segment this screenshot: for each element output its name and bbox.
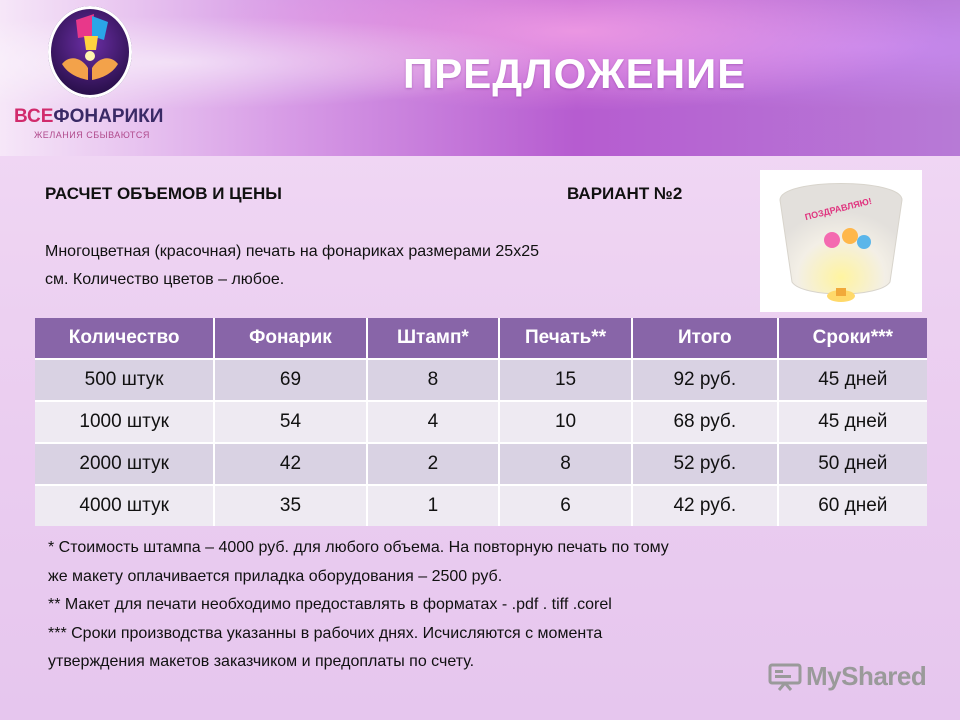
hands-lantern-icon — [48, 6, 132, 98]
footnote-line: же макету оплачивается приладка оборудования – 2500 руб. — [48, 567, 503, 585]
footnote-line: *** Сроки производства указанны в рабочих днях. Исчисляются с момента — [48, 624, 603, 642]
table-row — [35, 443, 927, 485]
variant-heading: ВАРИАНТ №2 — [567, 184, 683, 203]
table-cell: 6 — [499, 485, 632, 526]
column-header-terms: Сроки*** — [778, 318, 927, 359]
brand-name: ВСЕФОНАРИКИ — [14, 106, 164, 127]
offer-description — [45, 238, 745, 294]
table-cell: 52 руб. — [632, 443, 778, 485]
table-row — [35, 359, 927, 401]
myshared-watermark[interactable] — [768, 656, 926, 696]
table-cell: 10 — [499, 401, 632, 443]
table-cell: 45 дней — [778, 359, 927, 401]
table-cell: 8 — [499, 443, 632, 485]
table-cell: 60 дней — [778, 485, 927, 526]
column-header-total: Итого — [632, 318, 778, 359]
table-row — [35, 485, 927, 526]
table-cell: 35 — [214, 485, 366, 526]
table-cell: 54 — [214, 401, 366, 443]
column-header-print: Печать** — [499, 318, 632, 359]
footnote-line: * Стоимость штампа – 4000 руб. для любого объема. На повторную печать по тому — [48, 539, 669, 556]
section-heading: РАСЧЕТ ОБЪЕМОВ И ЦЕНЫ — [45, 184, 282, 203]
table-cell: 92 руб. — [632, 359, 778, 401]
table-cell: 42 — [214, 443, 366, 485]
table-cell: 2000 штук — [35, 443, 214, 485]
description-line: см. Количество цветов – любое. — [45, 271, 285, 288]
table-header-row — [35, 318, 927, 359]
table-cell: 4000 штук — [35, 485, 214, 526]
logo-emblem — [48, 6, 132, 98]
lantern-caption: ПОЗДРАВЛЯЮ! — [803, 195, 873, 223]
price-table — [35, 318, 927, 526]
brand-slogan: ЖЕЛАНИЯ СБЫВАЮТСЯ — [34, 130, 150, 140]
column-header-lantern: Фонарик — [214, 318, 366, 359]
description-line: Многоцветная (красочная) печать на фонариках размерами 25х25 — [45, 243, 539, 260]
table-cell: 45 дней — [778, 401, 927, 443]
lantern-photo — [760, 170, 922, 312]
table-cell: 1 — [367, 485, 500, 526]
table-cell: 69 — [214, 359, 366, 401]
watermark-text: MyShared — [806, 660, 927, 691]
sky-lantern-icon — [760, 170, 922, 312]
table-cell: 8 — [367, 359, 500, 401]
table-row — [35, 401, 927, 443]
table-cell: 4 — [367, 401, 500, 443]
table-cell: 50 дней — [778, 443, 927, 485]
header-banner — [0, 0, 960, 156]
brand-logo[interactable] — [8, 2, 178, 152]
page-title: ПРЕДЛОЖЕНИЕ — [403, 50, 747, 97]
table-cell: 2 — [367, 443, 500, 485]
column-header-stamp: Штамп* — [367, 318, 500, 359]
column-header-quantity: Количество — [35, 318, 214, 359]
table-cell: 1000 штук — [35, 401, 214, 443]
table-cell: 15 — [499, 359, 632, 401]
presentation-board-icon — [768, 661, 802, 691]
table-cell: 500 штук — [35, 359, 214, 401]
footnote-line: утверждения макетов заказчиком и предоплаты по счету. — [48, 653, 475, 670]
footnote-line: ** Макет для печати необходимо предоставлять в форматах - .pdf . tiff .corel — [48, 596, 612, 613]
table-cell: 42 руб. — [632, 485, 778, 526]
table-cell: 68 руб. — [632, 401, 778, 443]
